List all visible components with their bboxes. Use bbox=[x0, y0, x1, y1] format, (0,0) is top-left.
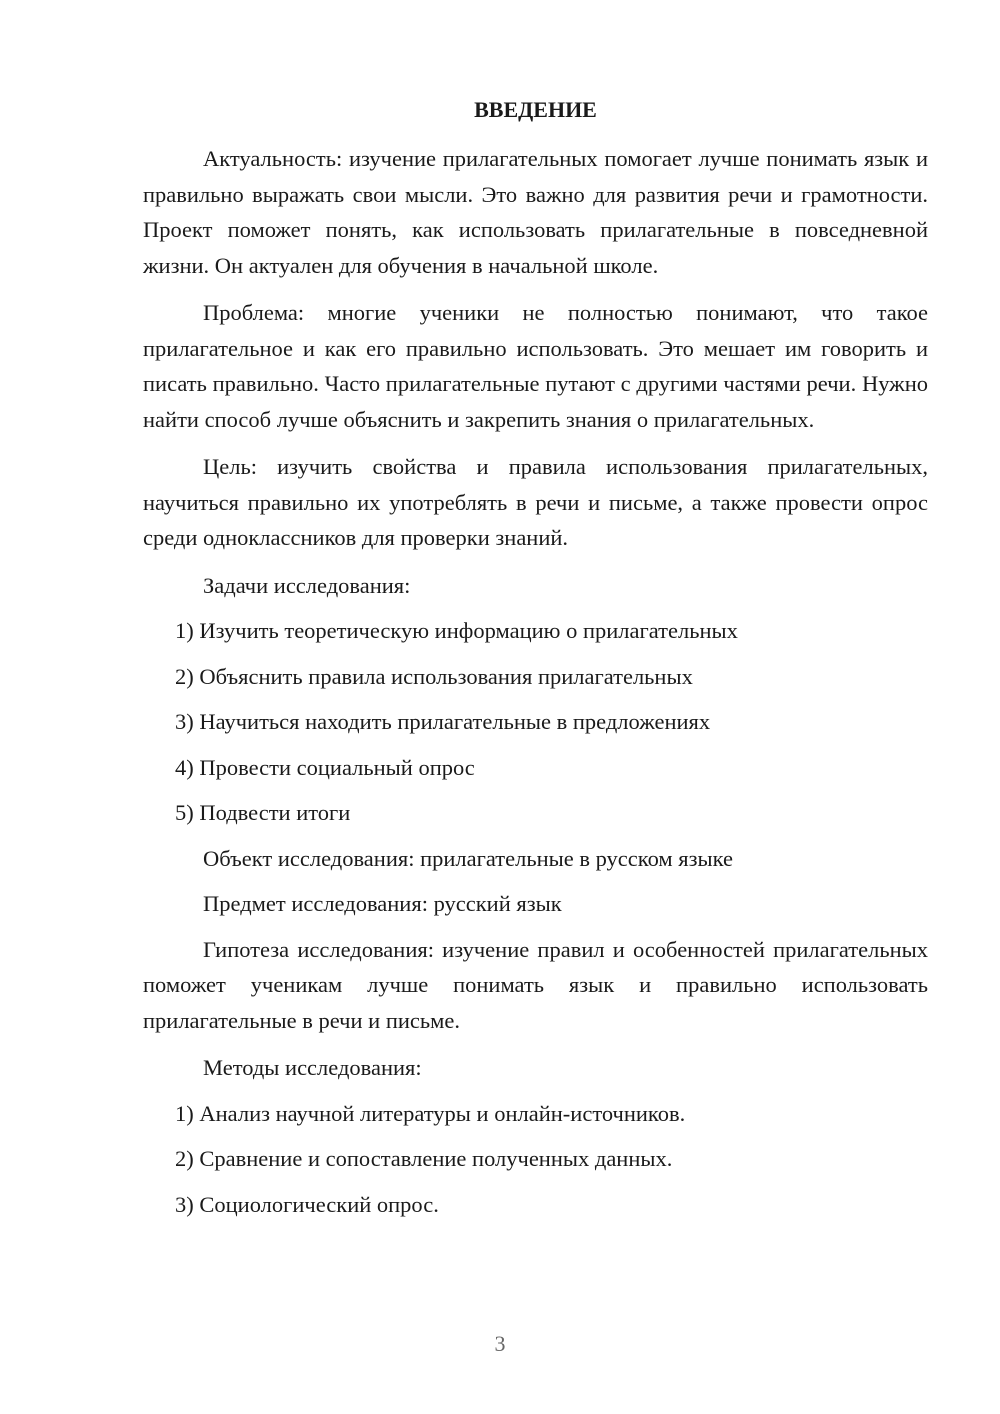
method-item-1: 1) Анализ научной литературы и онлайн-источников. bbox=[175, 1100, 686, 1126]
tasks-heading: Задачи исследования: bbox=[203, 572, 411, 598]
methods-heading: Методы исследования: bbox=[203, 1055, 422, 1080]
task-item-1: 1) Изучить теоретическую информацию о прилагательных bbox=[175, 618, 738, 643]
task-item-2: 2) Объяснить правила использования прилагательных bbox=[175, 663, 693, 689]
paragraph-problem: Проблема: многие ученики не полностью понимают, что такое прилагательное и как его правильно использовать. Это мешает им говорить и писать правильно. Часто прилагательные путают с другими частями речи. Нужно найти способ лучше объяснить и закрепить знания о прилагательных. bbox=[143, 300, 928, 432]
document-page bbox=[143, 92, 928, 1232]
page-number: 3 bbox=[494, 1331, 506, 1356]
paragraph-hypothesis: Гипотеза исследования: изучение правил и особенностей прилагательных поможет ученикам лучше понимать язык и правильно использовать прилагательные в речи и письме. bbox=[143, 936, 928, 1033]
paragraph-goal: Цель: изучить свойства и правила использования прилагательных, научиться правильно их употреблять в речи и письме, а также провести опрос среди одноклассников для проверки знаний. bbox=[143, 454, 928, 550]
method-item-3: 3) Социологический опрос. bbox=[175, 1191, 439, 1217]
section-title: ВВЕДЕНИЕ bbox=[474, 97, 597, 122]
task-item-3: 3) Научиться находить прилагательные в предложениях bbox=[175, 709, 711, 734]
paragraph-relevance: Актуальность: изучение прилагательных помогает лучше понимать язык и правильно выражать свои мысли. Это важно для развития речи и грамотности. Проект поможет понять, как использовать прилагательные в повседневной жизни. Он актуален для обучения в начальной школе. bbox=[143, 146, 928, 278]
task-item-5: 5) Подвести итоги bbox=[175, 800, 351, 825]
research-subject: Предмет исследования: русский язык bbox=[203, 891, 562, 916]
task-item-4: 4) Провести социальный опрос bbox=[175, 754, 475, 780]
research-object: Объект исследования: прилагательные в русском языке bbox=[203, 845, 733, 871]
method-item-2: 2) Сравнение и сопоставление полученных данных. bbox=[175, 1146, 673, 1171]
